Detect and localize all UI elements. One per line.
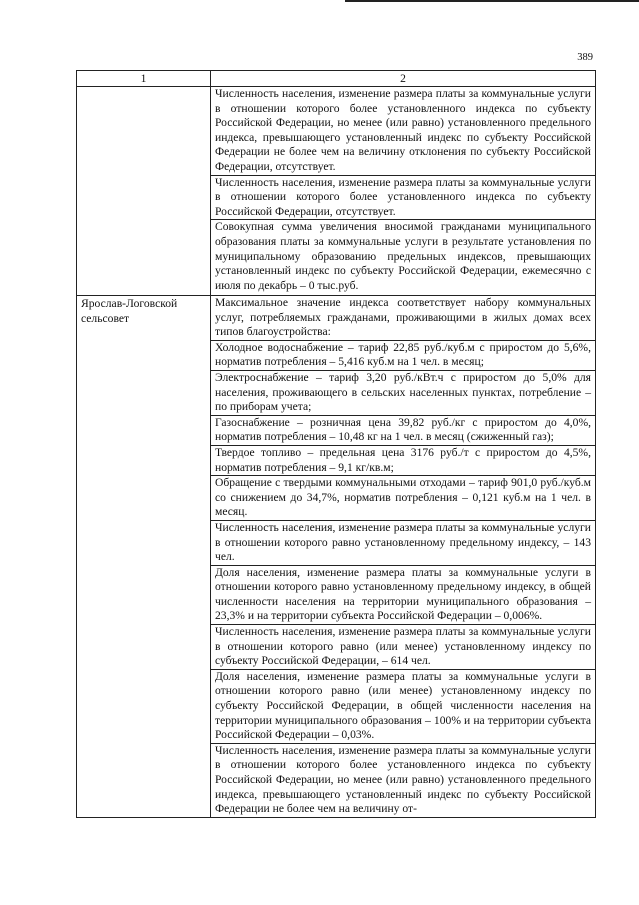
row-1-col-2: [211, 87, 596, 296]
paragraph: Холодное водоснабжение – тариф 22,85 руб./куб.м с приростом до 5,6%, норматив потребления – 5,416 куб.м на 1 чел. в месяц;: [211, 340, 595, 370]
paragraph: Обращение с твердыми коммунальными отходами – тариф 901,0 руб./куб.м со снижением до 34,7%, норматив потребления – 0,121 куб.м на 1 чел. в месяц.: [211, 475, 595, 520]
column-header-1: 1: [77, 71, 211, 87]
municipality-name: Ярослав-Логовской: [81, 297, 178, 310]
paragraph: Газоснабжение – розничная цена 39,82 руб./кг с приростом до 4,0%, норматив потребления – 10,48 кг на 1 чел. в месяц (сжиженный газ);: [211, 415, 595, 445]
paragraph: Численность населения, изменение размера платы за коммунальные услуги в отношении которого более установленного индекса по субъекту Российской Федерации, но менее (или равно) установленного предельного индекса, превышающего установленный индекс по субъекту Российской Федерации не более чем на величину отклонения по субъекту Российской Федерации, отсутствует.: [215, 87, 591, 173]
row-2-col-1: [77, 296, 211, 818]
paragraph: Максимальное значение индекса соответствует набору коммунальных услуг, потребляемых гражданами, проживающими в жилых домах всех типов благоустройства:: [215, 296, 591, 339]
paragraph: Численность населения, изменение размера платы за коммунальные услуги в отношении которого равно (или менее) установленному индексу по субъекту Российской Федерации, – 614 чел.: [211, 624, 595, 669]
paragraph: Электроснабжение – тариф 3,20 руб./кВт.ч с приростом до 5,0% для населения, проживающего в сельских населенных пунктах, потребление – по приборам учета;: [211, 370, 595, 415]
paragraph: Численность населения, изменение размера платы за коммунальные услуги в отношении которого равно установленному предельному индексу, – 143 чел.: [211, 520, 595, 565]
paragraph: Численность населения, изменение размера платы за коммунальные услуги в отношении которого более установленного индекса по субъекту Российской Федерации, отсутствует.: [211, 175, 595, 220]
table-header-row: [77, 71, 596, 87]
municipality-type: сельсовет: [81, 311, 130, 325]
table-row: [77, 296, 596, 818]
table-row: [77, 87, 596, 296]
paragraph: Доля населения, изменение размера платы за коммунальные услуги в отношении которого равно установленному предельному индексу, в общей численности населения на территории муниципального образования – 23,3% и на территории субъекта Российской Федерации – 0,006%.: [211, 565, 595, 624]
content-table: [76, 70, 596, 818]
page-number: 389: [577, 52, 593, 63]
header-rule: [345, 0, 639, 2]
paragraph: Твердое топливо – предельная цена 3176 руб./т с приростом до 4,5%, норматив потребления – 9,1 кг/кв.м;: [211, 445, 595, 475]
row-2-col-2: [211, 296, 596, 818]
paragraph: Численность населения, изменение размера платы за коммунальные услуги в отношении которого более установленного индекса по субъекту Российской Федерации, но менее (или равно) установленного предельного индекса, превышающего установленный индекс по субъекту Российской Федерации не более чем на величину от-: [211, 743, 595, 817]
paragraph: Доля населения, изменение размера платы за коммунальные услуги в отношении которого равно (или менее) установленному индексу по субъекту Российской Федерации, в общей численности населения на территории муниципального образования – 100% и на территории субъекта Российской Федерации – 0,03%.: [211, 669, 595, 743]
column-header-2: 2: [211, 71, 596, 87]
row-1-col-1: [77, 87, 211, 296]
paragraph: Совокупная сумма увеличения вносимой гражданами муниципального образования платы за коммунальные услуги в результате установления по муниципальному образованию предельных индексов, превышающих установленный индекс по субъекту Российской Федерации, ежемесячно с июля по декабрь – 0 тыс.руб.: [211, 219, 595, 293]
